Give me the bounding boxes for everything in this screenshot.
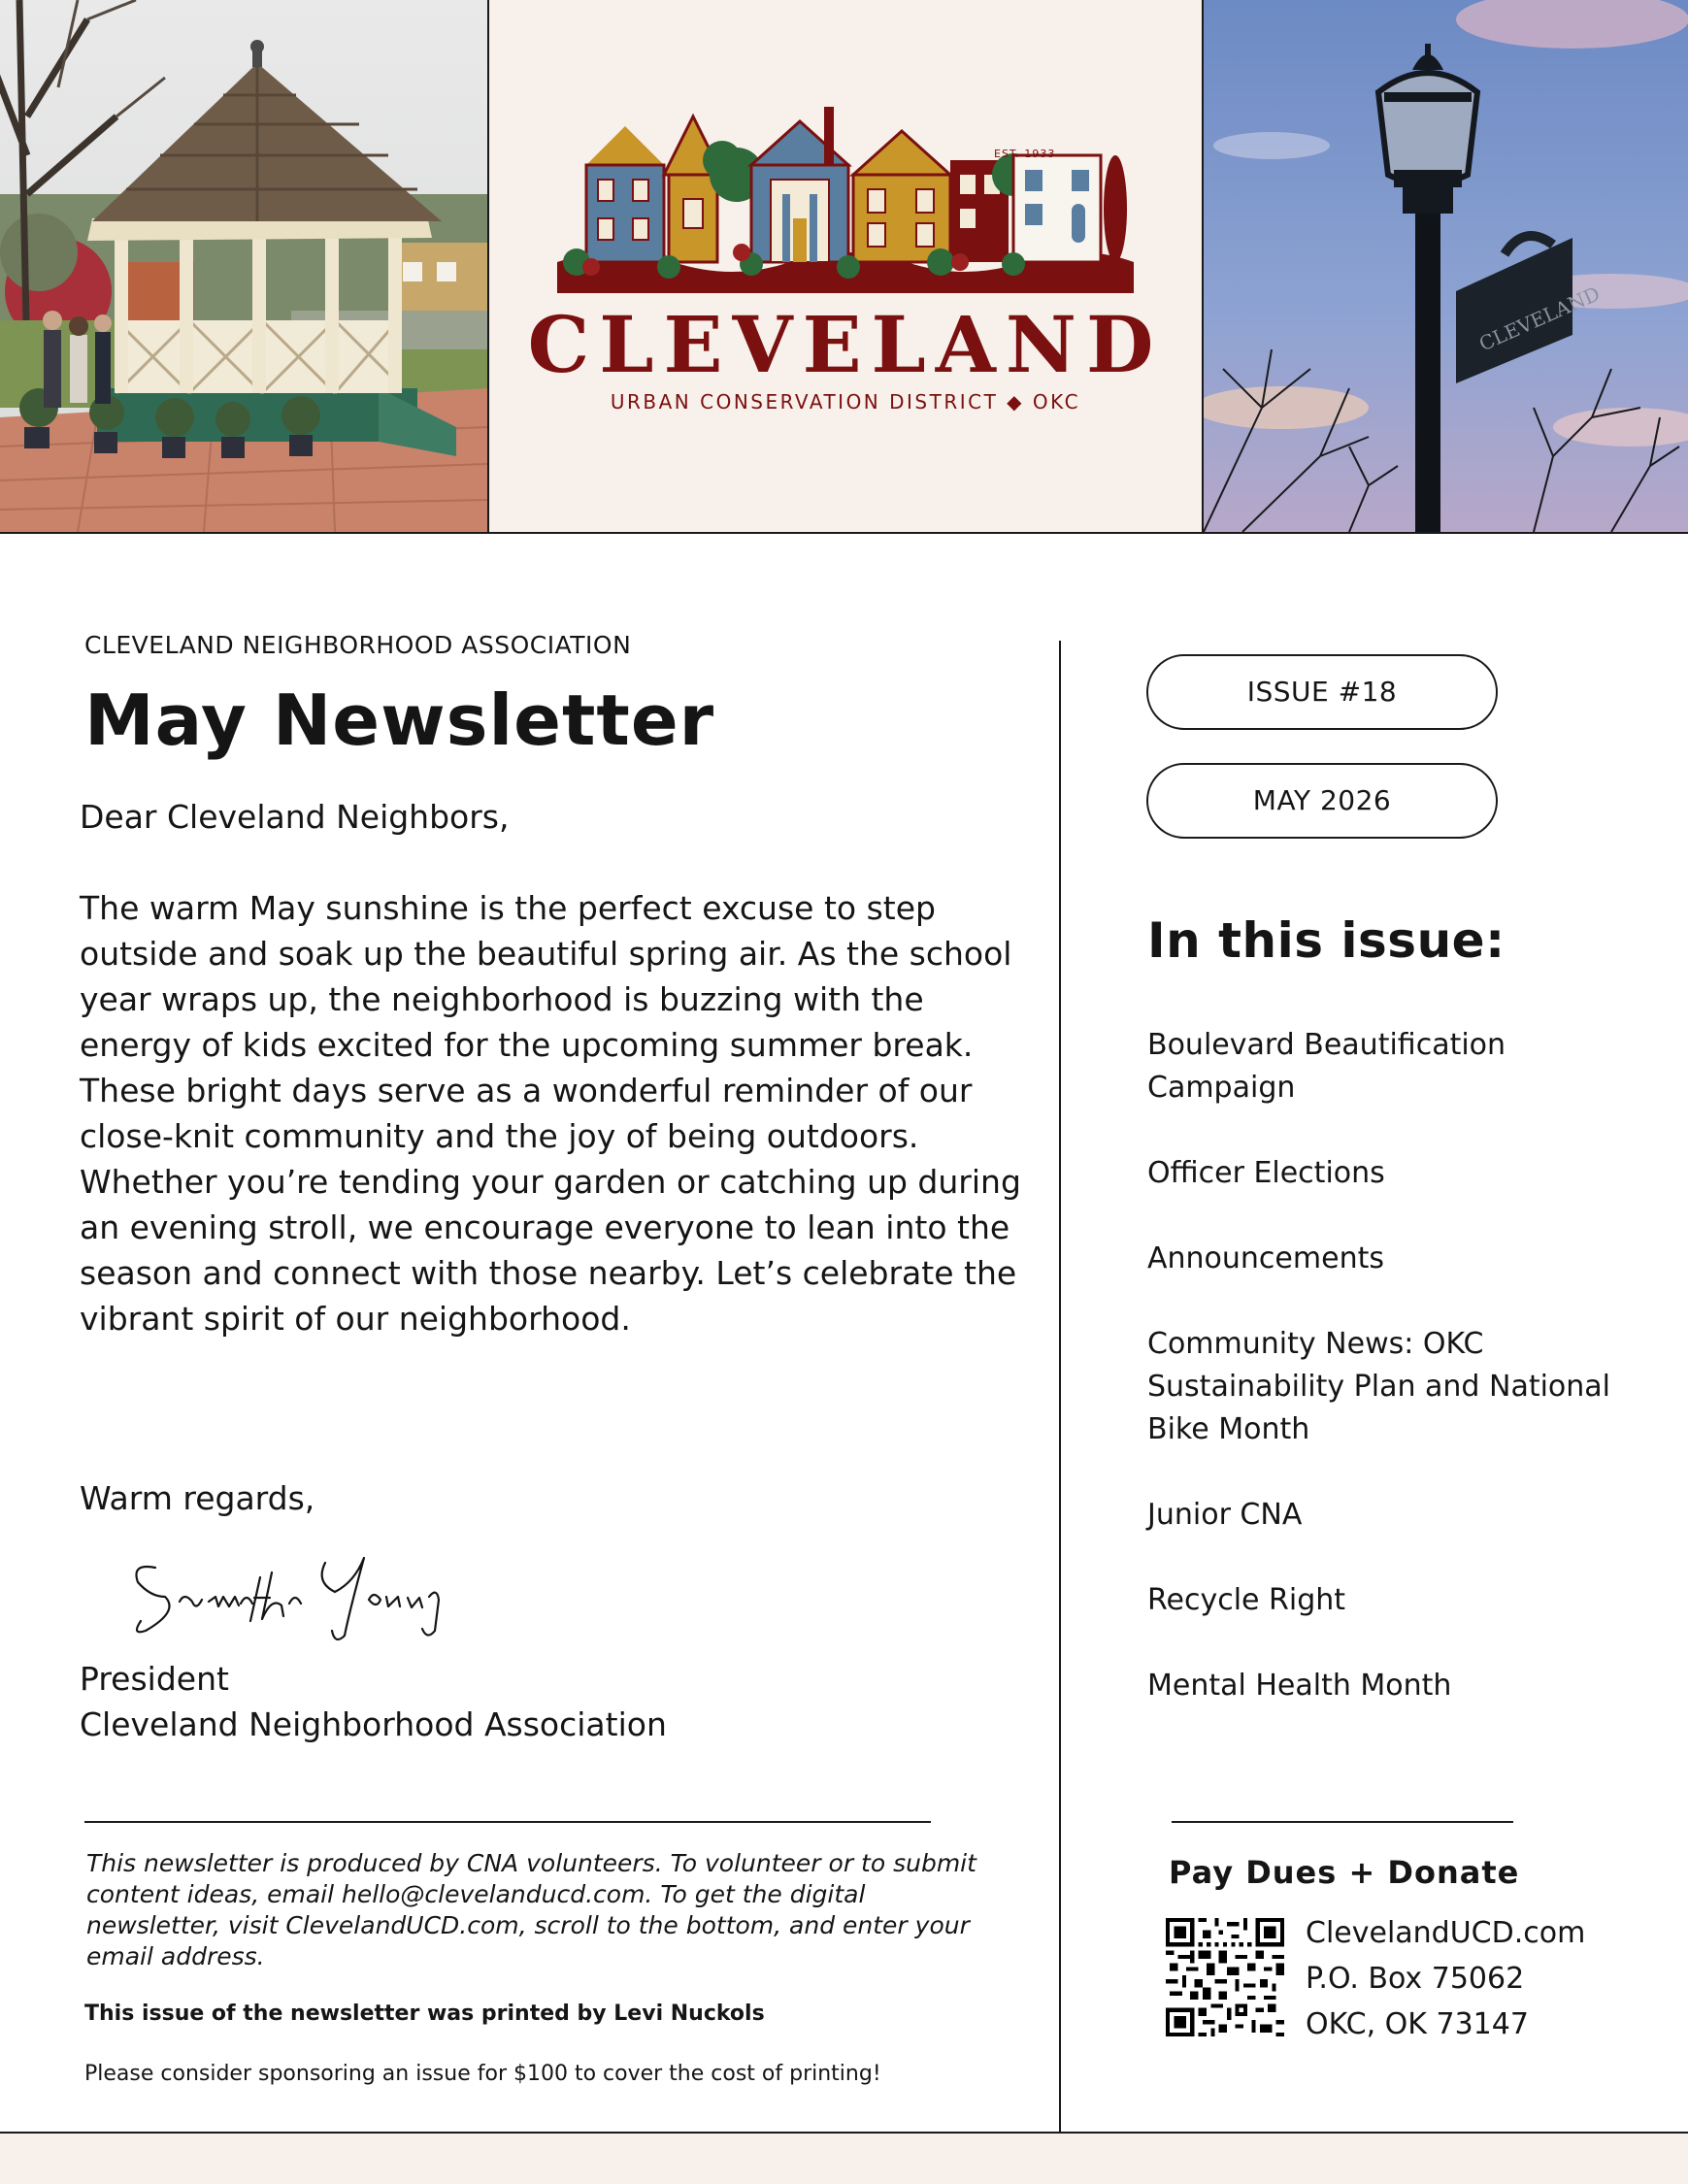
dues-heading: Pay Dues + Donate xyxy=(1169,1854,1520,1891)
letter-body: The warm May sunshine is the perfect excuse to step outside and soak up the beautiful spring air. As the school year wraps up, the neighborhood is buzzing with the energy of kids excited for the upcoming summer break. These bright days serve as a wonderful reminder of our close-knit community and the joy of being outdoors. Whether you’re tending your garden or catching up during an evening stroll, we encourage everyone to lean into the season and connect with those nearby. Let’s celebrate the vibrant spirit of our neighborhood. xyxy=(80,889,1021,1338)
logo-est: EST. 1933 xyxy=(994,148,1056,160)
issue-date-badge: MAY 2026 xyxy=(1146,763,1498,839)
toc-item: Announcements xyxy=(1147,1241,1384,1275)
contact-po-box: P.O. Box 75062 xyxy=(1306,1962,1525,1996)
toc-item: Boulevard Beautification Campaign xyxy=(1147,1028,1506,1105)
signature xyxy=(126,1543,476,1650)
sponsor-appeal: Please consider sponsoring an issue for $100 to cover the cost of printing! xyxy=(84,2062,881,2086)
svg-text:CLEVELAND: CLEVELAND xyxy=(1475,281,1604,356)
toc-item: Community News: OKC Sustainability Plan and National Bike Month xyxy=(1147,1327,1611,1446)
toc-item: Junior CNA xyxy=(1147,1498,1303,1532)
volunteer-note: This newsletter is produced by CNA volunteers. To volunteer or to submit content ideas, email hello@clevelanducd.com. To get the digital newsletter, visit ClevelandUCD.com, scroll to the bottom, and enter your email address. xyxy=(86,1849,976,1970)
toc-heading: In this issue: xyxy=(1147,912,1506,969)
toc-item: Mental Health Month xyxy=(1147,1669,1452,1703)
page-title: May Newsletter xyxy=(84,679,715,761)
toc-item: Officer Elections xyxy=(1147,1156,1385,1190)
signer-role: President xyxy=(80,1660,229,1698)
footer-band xyxy=(0,2134,1688,2184)
gazebo-photo xyxy=(0,0,489,532)
printed-by-credit: This issue of the newsletter was printed by Levi Nuckols xyxy=(84,2002,765,2026)
contact-city: OKC, OK 73147 xyxy=(1306,2007,1529,2041)
cleveland-logo xyxy=(489,0,1202,532)
column-divider xyxy=(1059,641,1061,2134)
signer-organization: Cleveland Neighborhood Association xyxy=(80,1705,667,1743)
header-band xyxy=(0,0,1688,534)
footer-divider-left xyxy=(84,1821,931,1823)
street-lamp-sign-photo xyxy=(1202,0,1688,532)
association-kicker: CLEVELAND NEIGHBORHOOD ASSOCIATION xyxy=(84,631,632,659)
issue-number-badge: ISSUE #18 xyxy=(1146,654,1498,730)
toc-list xyxy=(1147,1024,1652,1750)
letter-closing: Warm regards, xyxy=(80,1479,315,1517)
contact-website[interactable]: ClevelandUCD.com xyxy=(1306,1916,1586,1950)
logo-wordmark: CLEVELAND xyxy=(527,299,1164,390)
qr-code-icon[interactable] xyxy=(1166,1918,1284,2036)
toc-item: Recycle Right xyxy=(1147,1583,1346,1617)
logo-subtitle: URBAN CONSERVATION DISTRICT ◆ OKC xyxy=(610,390,1081,414)
letter-greeting: Dear Cleveland Neighbors, xyxy=(80,798,510,836)
footer-divider-right xyxy=(1172,1821,1513,1823)
houses-illustration xyxy=(557,107,1134,301)
